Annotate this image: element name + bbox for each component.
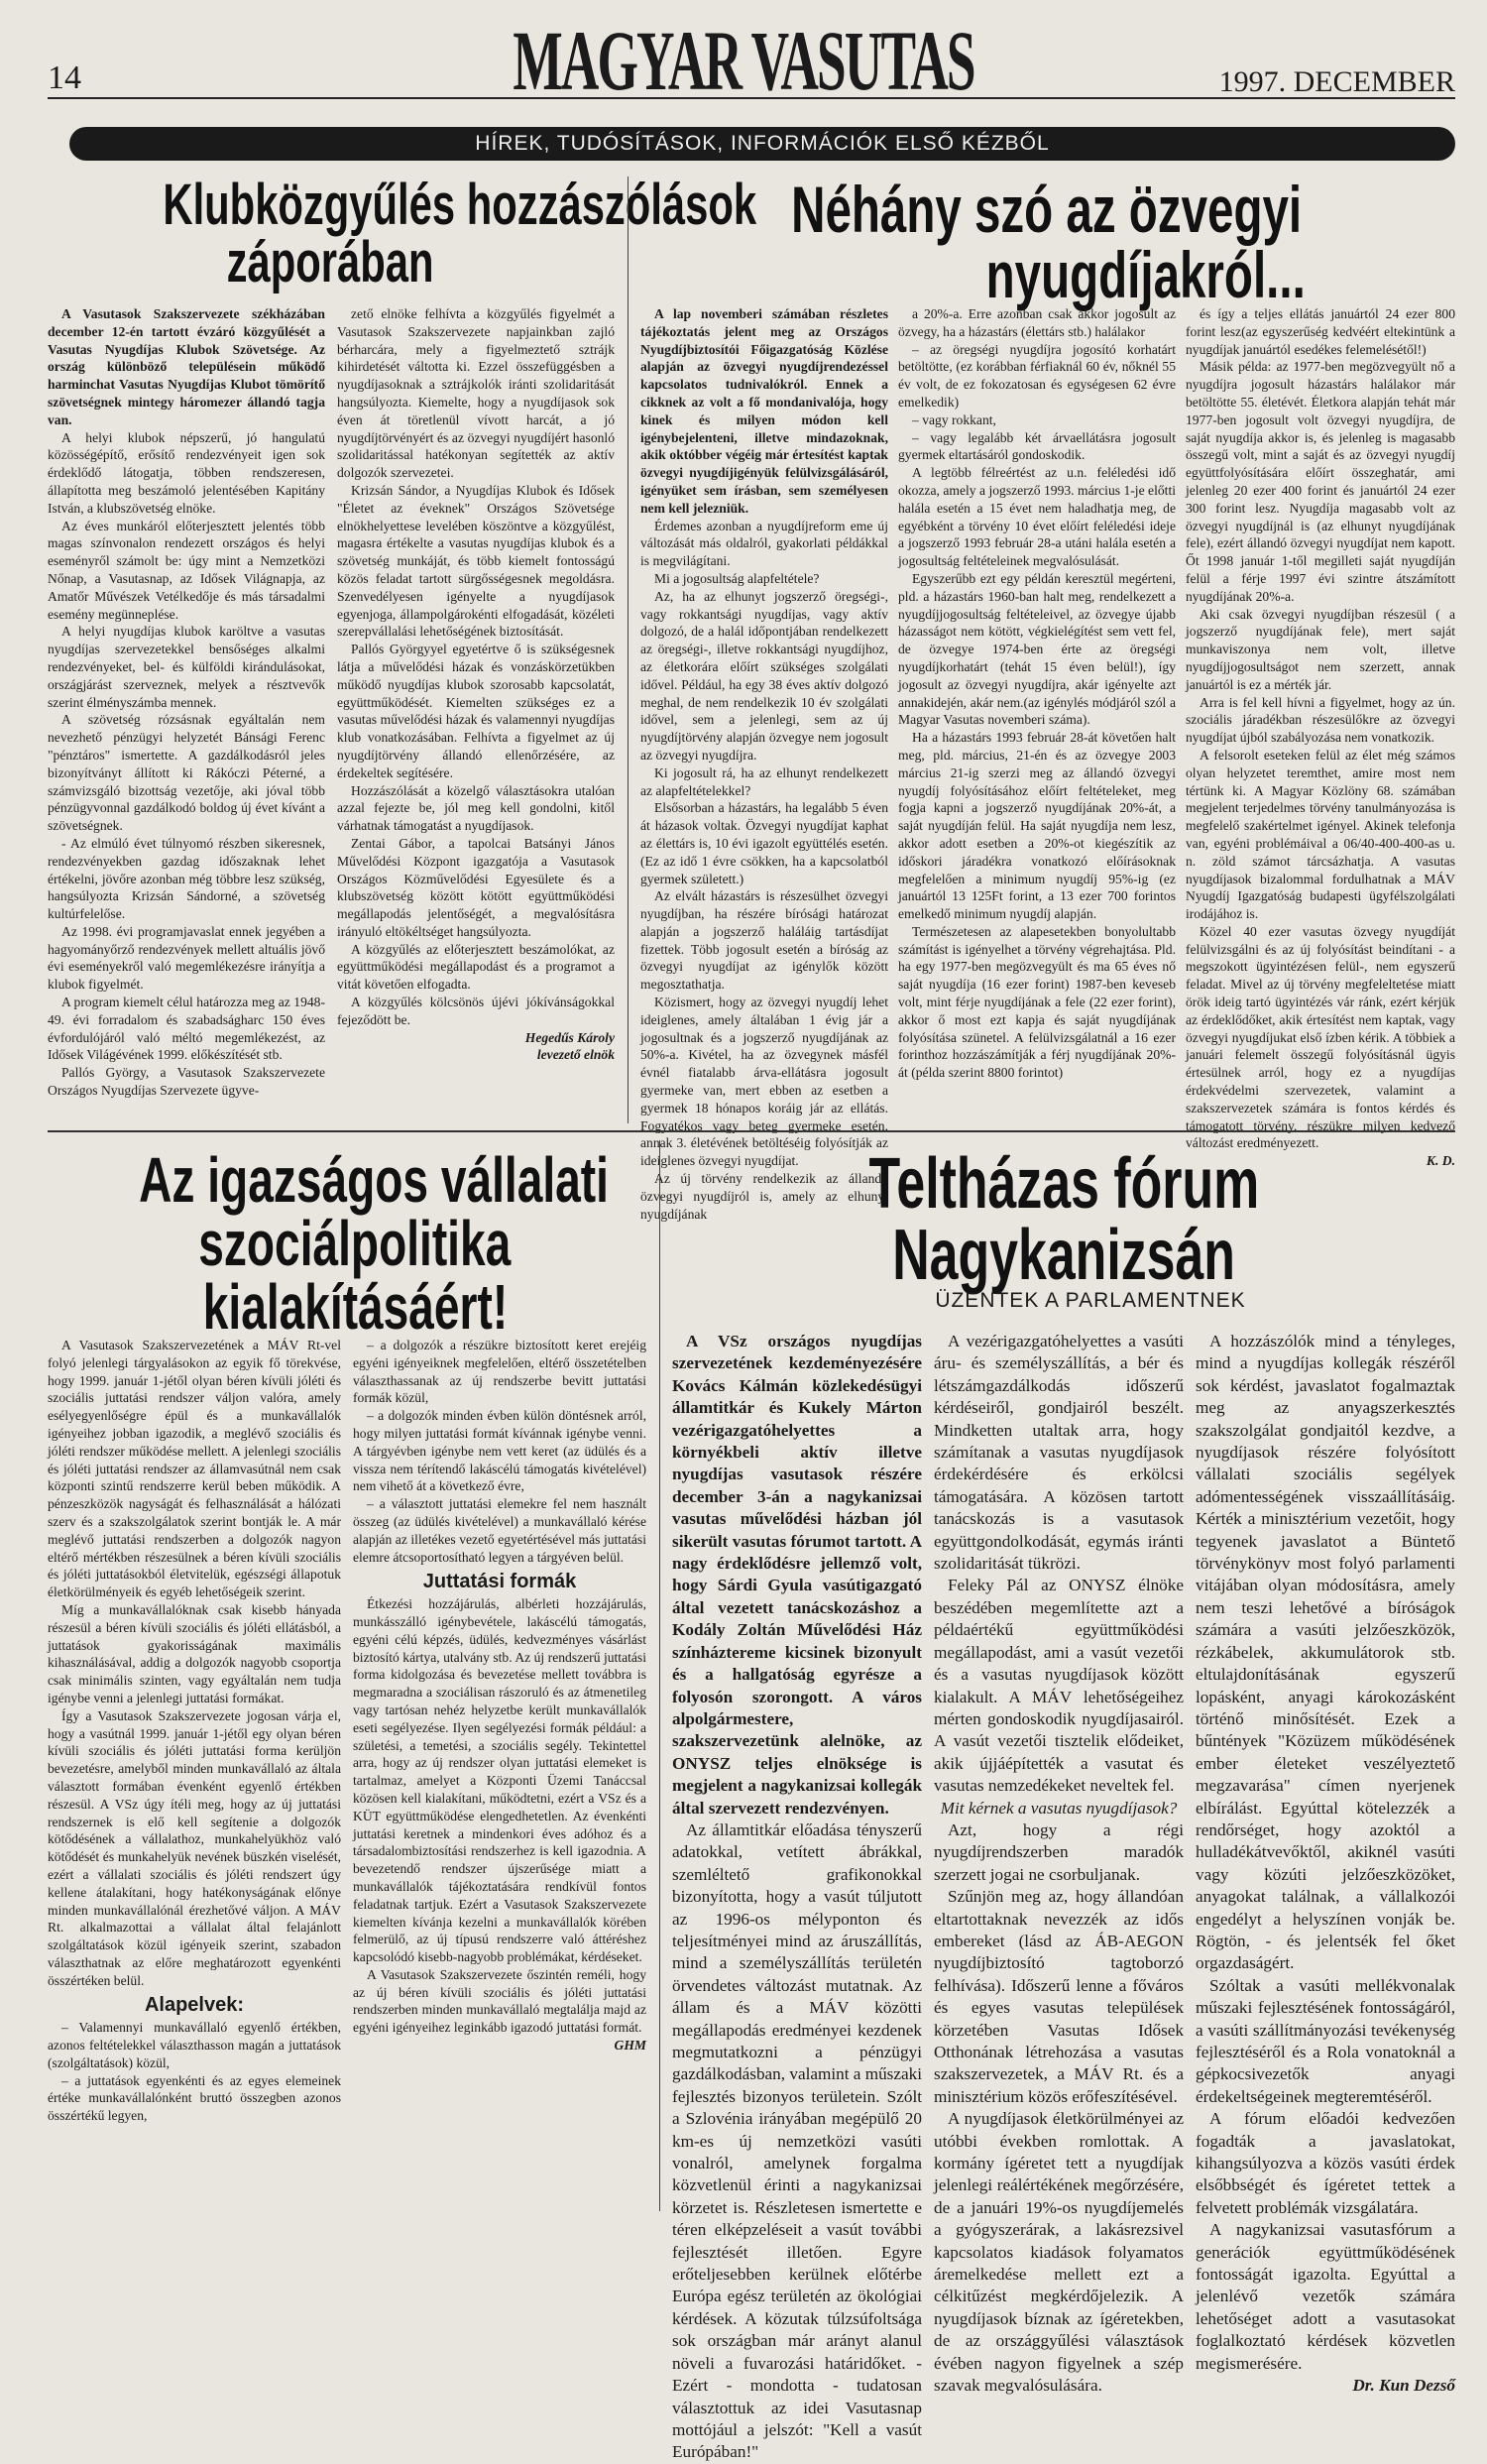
article4-signature: Dr. Kun Dezső bbox=[1352, 2376, 1455, 2396]
article2-paragraph: a 20%-a. Erre azonban csak akkor jogosult az özvegy, ha a házastárs (élettárs stb.) halálakor bbox=[898, 306, 1176, 339]
article4-paragraph: Szűnjön meg az, hogy állandóan eltartottaknak nevezzék az idős embereket (lásd az ÁB-AEGON nyugdíjbiztosító tagtoborzó felhívása). Időszerű lenne a főváros és egyes vasutas települések körzetében Vasutas Idősek Otthonának létrehozása a vasutas szakszervezetek, a MÁV Rt. és a minisztérium közös erőfeszítésével. bbox=[934, 1887, 1184, 2106]
article2-column-2 bbox=[898, 305, 1176, 1128]
article1-paragraph: zető elnöke felhívta a közgyűlés figyelmét a Vasutasok Szakszervezete napjainkban zajló bérharcára, mely a figyelmeztető sztrájk kihirdetését váltotta ki. Ezzel összefüggésben a nyugdíjasoknak a sztrájkolók iránti szolidaritását hangsúlyozta. Kiemelte, hogy a nyugdíjasok sok éven át töretlenül vívott harcát, a jó nyugdíjtörvényért és az özvegyi nyugdíjért hasonló szolidaritással hatékonyan segítették az aktív dolgozók szervezetei. bbox=[337, 306, 615, 481]
article2-paragraph: – vagy rokkant, bbox=[912, 411, 996, 427]
article2-paragraph: Elsősorban a házastárs, ha legalább 5 éven át házasok voltak. Özvegyi nyugdíjat kaphat az élettárs is, 10 évi igazolt együttélés esetén. (Ez az idő 1 évre csökken, ha a kapcsolatból gyermek született.) bbox=[640, 800, 888, 886]
section-divider bbox=[48, 1130, 1455, 1132]
article1-title-line1: Klubközgyűlés hozzászólások bbox=[163, 173, 757, 237]
article1-paragraph: A közgyűlés kölcsönös újévi jókívánságokkal fejeződött be. bbox=[337, 995, 615, 1027]
article1-signature-role: levezető elnök bbox=[536, 1047, 615, 1063]
article4-paragraph: Az államtitkár előadása tényszerű adatokkal, vetített ábrákkal, szemléltető grafikonokkal bizonyította, hogy a vasút túljutott az 1996-os mélyponton és teljesítményei mind az áruszállítás, mind a személyszállítás területén örvendetes változást mutatnak. Az állam és a MÁV közötti megállapodás eredményei kezdenek megmutatkozni a pénzügyi gazdálkodásban, valamint a műszaki fejlesztés bizonyos területein. Szólt a Szlovénia irányában megépülő 20 km-es új nemzetközi vasúti vonalról, amelynek forgalma közvetlenül érinti a nagykanizsai körzetet is. Részletesen ismertette e téren elképzeléseit a vasút további fejlesztését illetően. Egyre erőteljesebben kerülnek előtérbe Európa egész területén az ökológiai kérdések. A közutak túlzsúfoltsága sok országban már arányt alanul növeli a fuvarozási határidőket. - Ezért - mondotta - tudatosan választottuk az idei Vasutasnap mottójául a jelszót: "Kell a vasút Európában!" bbox=[672, 1819, 922, 2462]
article4-column-1 bbox=[672, 1331, 922, 2462]
article3-paragraph: – a választott juttatási elemekre fel nem használt összeg (az üdülés kivételével) a munkavállaló kérése alapján az illetékes vezető egyetértésével más juttatási elemre átcsoportosítható legyen a tárgyéven belül. bbox=[353, 1496, 646, 1565]
article4-paragraph: A nagykanizsai vasutasfórum a generációk együttműködésének fontosságát igazolta. Egyúttal a jelenlévő vezetők számára lehetőséget adott a vasutasokat foglalkoztató kérdések közvetlen megismerésére. bbox=[1196, 2220, 1455, 2373]
article1-signature: Hegedűs Károly bbox=[524, 1029, 615, 1045]
article3-headline bbox=[48, 1144, 662, 1343]
article1-paragraph: Az 1998. évi programjavaslat ennek jegyében a hagyományőrző rendezvények mellett altuális jövő évi eseményekről való megemlékezésre irányítja a klubok figyelmét. bbox=[48, 923, 325, 993]
article2-paragraph: Természetesen az alapesetekben bonyolultabb számítást is igényelhet a törvény végrehajtása. Pld. ha egy 1977-ben megözvegyült és ma 65 éves nő saját nyugdíja (16 ezer forint) 1987-ben keveseb volt, mint férje nyugdíjának a fele (22 ezer forint), akkor ő most ezt kapja és saját nyugdíjának folyósítása szünetel. A felülvizsgálatnál a 16 ezer forinthoz hozzászámítják a férj nyugdíjának 20%-át (példa szerint 8800 forintot) bbox=[898, 923, 1176, 1081]
article2-paragraph: – az öregségi nyugdíjra jogosító korhatárt betöltötte, (ez korábban férfiaknál 60 év, nőknél 55 év volt, de ez fokozatosan és egységesen 62 évre emelkedik) bbox=[898, 341, 1176, 410]
article4-column-3 bbox=[1196, 1331, 1455, 2396]
article3-paragraph: – a juttatások egyenkénti és az egyes elemeinek értéke munkavállalónként bruttó összegben azonos összértékű legyen, bbox=[48, 2072, 341, 2124]
article1-paragraph: A közgyűlés az előterjesztett beszámolókat, az együttműködési megállapodást és a programot a vitát követően elfogadta. bbox=[337, 941, 615, 993]
article2-paragraph: és így a teljes ellátás januártól 24 ezer 800 forint lesz(az egyszerűség kedvéért eltekintünk a nyugdíjak januártól esedékes felemelésétől!) bbox=[1186, 306, 1455, 357]
article4-paragraph: A vezérigazgatóhelyettes a vasúti áru- és személyszállítás, a bér és létszámgazdálkodás időszerű kérdéseiről, gondjairól beszélt. Mindketten utaltak arra, hogy számítanak a vasutas nyugdíjasok érdekérdésére és erkölcsi támogatására. A közösen tartott tanácskozás is a vasutasok együttgondolkodását, egymás iránti szolidaritását tükrözi. bbox=[934, 1332, 1184, 1574]
article3-title-line1: Az igazságos vállalati bbox=[139, 1144, 609, 1216]
article1-paragraph: Pallós Györgyyel egyetértve ő is szükségesnek látja a művelődési házak és vonzáskörzetükben működő nyugdíjas klubok szorosabb kapcsolatát, együttműködését. Kiemelten szükséges ez a vasutas művelődési házak és valamennyi nyugdíjas klub vonatkozásában. Felhívta a figyelmet az új nyugdíjtörvény állandó ellenőrzésére, az érdekeltek segítésére. bbox=[337, 642, 615, 780]
masthead-rule bbox=[48, 97, 1455, 99]
article1-paragraph: Krizsán Sándor, a Nyugdíjas Klubok és Idősek "Életet az éveknek" Országos Szövetsége elnökhelyettese levelében köszöntve a közgyűlést, magasra értékelte a vasutas nyugdíjas klubok és a szövetség munkáját, és több kiemelt fontosságú közös feladat tartott sürgősségesnek megoldásra. Szenvedélyesen igényelte a nyugdíjasok egyenjoga, állampolgárokénti elfogadását, közéleti szerepvállalási lehetőségének biztosítását. bbox=[337, 482, 615, 640]
article2-paragraph: A legtöbb félreértést az u.n. feléledési idő okozza, amely a jogszerző 1993. március 1-je előtti halála esetén a 15 évet nem haladhatja meg, de egyébként a törvény 10 évet előírt feléledési ideje a jogszerző 1993 február 28-a utáni halála esetén a jogosultság feltételeinek megvalósulását. bbox=[898, 465, 1176, 569]
article3-paragraph: – Valamennyi munkavállaló egyenlő értékben, azonos feltételekkel választhasson magán a juttatások (szolgáltatások) közül, bbox=[48, 2020, 341, 2070]
article4-paragraph: A hozzászólók mind a tényleges, mind a nyugdíjas kollegák részéről sok kérdést, javaslatot fogalmaztak meg az anyagszerkesztés szakszolgálat gondjaitól kezdve, a nyugdíjasok részére folyósított vállalati szociális segélyek adómentességének visszaállításáig. Kérték a minisztérium vezetőit, hogy tegyenek javaslatot a Büntető törvénykönyv most folyó parlamenti vitájában olyan módosításra, amely nem teszi lehetővé a bíróságok számára a vasúti jelzőeszközök, rézkábelek, akkumulátorok stb. eltulajdonításának egyszerű lopásként, anyagi károkozásként történő minősítését. Ezek a bűntények "Közüzem működésének ember életeket veszélyeztető megzavarása" címen nyerjenek elbírálást. Egyúttal kötelezzék a rendőrséget, hogy azoktól a hulladékátvevőktől, akiknél vasúti vagy közúti jelzőeszközöket, anyagokat találnak, a vállalkozói engedélyt a helyszínen vonják be. Rögtön, - és jelentsék fel őket orgazdaságért. bbox=[1196, 1332, 1455, 1973]
article2-paragraph: Közismert, hogy az özvegyi nyugdíj lehet ideiglenes, amely általában 1 évig jár a jogosultnak és a jogszerző nyugdíjának az 50%-a. Kivétel, ha az özvegynek másfél évnél fiatalabb árva-ellátásra jogosult gyermeke van, mert ebben az esetben a gyermek 18 hónapos koráig jár az ellátás. Fogyatékos vagy beteg gyermeke esetén, annak 3. életévének betöltéséig folyósítják az ideiglenes özvegyi nyugdíjat. bbox=[640, 995, 888, 1169]
article2-paragraph: Aki csak özvegyi nyugdíjban részesül ( a jogszerző nyugdíjának fele), mert saját munkaviszonya nem volt, illetve nyugdíjjogosultságot nem szerzett, annak januártól is ez a mérték jár. bbox=[1186, 606, 1455, 692]
article2-headline bbox=[640, 173, 1453, 311]
article3-paragraph: A Vasutasok Szakszervezete őszintén reméli, hogy az új béren kívüli szociális és jóléti juttatási rendszerben minden munkavállaló megtalálja majd az egyéni igényeihez leginkább igazodó juttatási formát. bbox=[353, 1966, 646, 2036]
article4-paragraph: Szóltak a vasúti mellékvonalak műszaki fejlesztésének fontosságáról, a vasúti szállítmányozási tevékenység fejlesztéséről és a Rola vonatoknál a gépkocsivezetők anyagi érdekeltségeinek megteremtéséről. bbox=[1196, 1975, 1455, 2106]
article3-paragraph: Étkezési hozzájárulás, albérleti hozzájárulás, munkásszálló igénybevétele, lakáscélú támogatás, egyéni célú képzés, üdülés, kedvezményes vásárlást biztosító kártya, utalvány stb. Az új rendszerű juttatási forma kidolgozása és bevezetése mellett továbbra is megmaradna a szociálisan rászoruló és az átmenetileg vagy tartósan nehéz helyzetbe került munkavállalók eseti segélyezése. Ilyen segélyezési formák például: a születési, a temetési, a szociális segély. Tekintettel arra, hogy az új rendszer olyan juttatási elemeket is tartalmaz, amelyet a Központi Üzemi Tanáccsal közösen kell kialakítani, működtetni, ezért a VSz és a KÜT együttműködése elengedhetetlen. Az évenkénti juttatási keretnek a mindenkori éves adóhoz és a társadalombiztosítási rendszerhez is kell igazodnia. A bevezetendő rendszer újszerűsége miatt a munkavállalók tájékoztatására rendkívül fontos feladatnak tartjuk. Ezért a Vasutasok Szakszervezete kiemelten kívánja kezelni a munkavállalók körében felmerülő, az új típusú rendszerre való áttéréshez kapcsolódó kisebb-nagyobb problémákat, kérdéseket. bbox=[353, 1596, 646, 1965]
article4-paragraph: Azt, hogy a régi nyugdíjrendszerben maradók szerzett jogai ne csorbuljanak. bbox=[934, 1819, 1184, 1884]
article1-paragraph: Zentai Gábor, a tapolcai Batsányi János Művelődési Központ igazgatója a Vasutasok Országos Közművelődési Egyesülete és a klubszövetség között kötött együttműködési megállapodás jelentőségét, a megvalósításra irányuló eltökéltséget hangsúlyozta. bbox=[337, 835, 615, 939]
article2-paragraph: Mi a jogosultság alapfeltétele? bbox=[654, 570, 820, 586]
article2-paragraph: Érdemes azonban a nyugdíjreform eme új változását más oldalról, gyakorlati példákkal is megvilágítani. bbox=[640, 518, 888, 569]
article2-lead: A lap novemberi számában részletes tájékoztatás jelent meg az Országos Nyugdíjbiztosítói Főigazgatóság Közlése alapján az özvegyi nyugdíjrendezéssel kapcsolatos tudnivalókról. Ennek a cikknek az volt a fő mondanivalója, hogy kinek és milyen módon kell igénybejelenteni, illetve mindazoknak, akik októbber végéig már értesítést kaptak özvegyi nyugdíjigényük felülvizsgálásáról, igényüket sem írásban, sem személyesen nem kell jelezniük. bbox=[640, 306, 888, 516]
article2-column-1 bbox=[640, 305, 888, 1222]
article1-column-1 bbox=[48, 305, 325, 1128]
article1-paragraph: - Az elmúló évet túlnyomó részben sikeresnek, rendezvényekben gazdag időszaknak lehet értékelni, jövőre azonban még többre lesz szükség, hangsúlyozta Krizsán Sándorné, a szövetség kultúrfelelőse. bbox=[48, 835, 325, 922]
article3-column-1 bbox=[48, 1337, 341, 2209]
article4-subhead: Mit kérnek a vasutas nyugdíjasok? bbox=[940, 1798, 1178, 1818]
article2-signature: K. D. bbox=[1426, 1153, 1455, 1169]
article4-headline bbox=[672, 1144, 1455, 1295]
article2-column-3 bbox=[1186, 305, 1455, 1169]
article2-paragraph: Közel 40 ezer vasutas özvegy nyugdíját felülvizsgálni és az új folyósítást beindítani - a megszokott ügyintézésen felül-, nem egyszerű feladat. Mivel az új törvény megfeleltetése miatt örök ideig tartó ügyintézés vár ránk, ezért kérjük az érdeklődőket, akik értesítést nem kaptak, vagy özvegyi nyugdíjukat első ízben kérik. A többiek a januári felemelt összegű folyósításnál ügyis értesülnek arról, hogy ez a nyugdíjas érdekvédelmi szervezetek, valamint a szakszervezetek számára is fontos kérdés és támogatott törvény, részükre milyen kedvező változást eredményezett. bbox=[1186, 923, 1455, 1151]
article2-paragraph: Az elvált házastárs is részesülhet özvegyi nyugdíjban, ha részére bírósági határozat alapján a jogszerző haláláig tartásdíjat fizettek. Több jogosult esetén a bíróság az özvegyi nyugdíjat az igénylők között megosztathatja. bbox=[640, 888, 888, 993]
article3-title-line2: szociálpolitika bbox=[198, 1208, 512, 1279]
article4-title-line1: Teltházas fórum bbox=[868, 1144, 1259, 1224]
article2-paragraph: Ki jogosult rá, ha az elhunyt rendelkezett az alapfeltételekkel? bbox=[640, 764, 888, 798]
article1-paragraph: A helyi nyugdíjas klubok karöltve a vasutas nyugdíjas szervezetekkel bensőséges alkalmi rendezvényeket, bel- és külföldi kirándulásokat, országjárást szerveznek, melyek a résztvevők szerint élményszámba mennek. bbox=[48, 624, 325, 710]
section-banner: HÍREK, TUDÓSÍTÁSOK, INFORMÁCIÓK ELSŐ KÉZBŐL bbox=[69, 127, 1455, 161]
article1-paragraph: A helyi klubok népszerű, jó hangulatú közösségépítő, erősítő rendezvényeit igen sok érdeklődő látogatja, többen rendszeresen, állapította meg beszámoló jelentésében Kapitány István, a klubszövetség elnöke. bbox=[48, 429, 325, 516]
article4-paragraph: Feleky Pál az ONYSZ élnöke beszédében megemlítette azt a példaértékű együttműködési megállapodást, ami a vasút vezetői és a vasutas nyugdíjasok között kialakult. A MÁV lehetőségeihez mérten gondoskodik nyugdíjasairól. A vasút vezetői tisztelik elődeiket, akik újjáépítették a vasutat és vasutas nemzedékeket neveltek fel. bbox=[934, 1576, 1184, 1796]
article1-headline bbox=[48, 173, 757, 294]
article3-subhead-forms: Juttatási formák bbox=[422, 1571, 577, 1593]
article2-title-line2: nyugdíjakról... bbox=[985, 238, 1307, 311]
article2-paragraph: Arra is fel kell hívni a figyelmet, hogy az ún. szociális járadékban részesülőkre az özvegyi nyugdíjat újból szabályozása nem vonatkozik. bbox=[1186, 694, 1455, 746]
article2-paragraph: Az új törvény rendelkezik az állandó özvegyi nyugdíjról is, amely az elhunyt nyugdíjának bbox=[640, 1171, 888, 1222]
article2-paragraph: Ha a házastárs 1993 február 28-át követően halt meg, pld. március, 21-én és az özvegye 2003 március 21-ig szerzi meg az állandó özvegyi nyugdíj folyósításához előírt feltételeket, meg fogja kapni a jogszerző nyugdíjának 20%-át, a saját nyugdíján felül. Ha saját nyugdíja nem lesz, akkor adott esetben a 20%-ot kiegészítik az időskori járadékra vonatkozó előírásoknak megfelelően a minimum nyugdíj 95%-ig (ez januártól 13 125Ft forint, a 13 ezer 700 forintos emelkedő minimum nyugdíj alapján. bbox=[898, 730, 1176, 922]
article3-subhead-principles: Alapelvek: bbox=[144, 1994, 245, 2017]
article1-column-2 bbox=[337, 305, 615, 1128]
article4-paragraph: A fórum előadói kedvezően fogadták a javaslatokat, kihangsúlyozva a közös vasúti érdek elsőbbségét és ígéretet tettek a felvetett problémák vizsgálatára. bbox=[1196, 2109, 1455, 2217]
article3-paragraph: Így a Vasutasok Szakszervezete jogosan várja el, hogy a vasútnál 1999. január 1-jétől egy olyan béren kívüli szociális és jóléti juttatási forma kerüljön bevezetésre, amelyből minden munkavállaló az általa választott formában évenként egyenlő értékben részesül. A VSz úgy ítéli meg, hogy az új juttatási rendszernek is elő kell segítenie a dolgozók kötődésének a vállalathoz, munkahelyükhöz való kötődését és munkahelyük nevének büszkén viselését, ezért a vállalati szociális és jóléti rendszert úgy kellene átalakítani, hogy hatékonyságának előnye minden munkavállalónál érezhetővé váljon. A MÁV Rt. alkalmazottai a vállalat által felajánlott szolgáltatások közül igényeik szerint, szabadon választhatnak az előre meghatározott egyenkénti összértéken belül. bbox=[48, 1707, 341, 1988]
article4-lead: A VSz országos nyugdíjas szervezetének kezdeményezésére Kovács Kálmán közlekedésügyi államtitkár és Kukely Márton vezérigazgatóhelyettes a környékbeli aktív illetve nyugdíjas vasutasok részére december 3-án a nagykanizsai vasutas művelődési házban jól sikerült vasutas fórumot tartott. A nagy érdeklődésre jellemző volt, hogy Sárdi Gyula vasútigazgató által vezetett tanácskozáshoz a Kodály Zoltán Művelődési Ház színháztereme kicsinek bizonyult és a hallgatóság egyrésze a folyosón szorongott. A város alpolgármestere, szakszervezetünk alelnöke, az ONYSZ teljes elnöksége is megjelent a nagykanizsai kollegák által szervezett rendezvényen. bbox=[672, 1332, 922, 1818]
column-divider-lower bbox=[659, 1140, 660, 2211]
article1-paragraph: A szövetség rózsásnak egyáltalán nem nevezhető pénzügyi helyzetét Bánsági Ferenc "pénztáros" ismertette. A gazdálkodásról jeles bizonyítványt állított ki Rákóczi Péterné, a számvizsgáló bizottság vezetője, aki jóval több pénzügyvonnal gazdálkodó boldog új évet kívánt a szövetségnek. bbox=[48, 712, 325, 834]
article3-paragraph: Míg a munkavállalóknak csak kisebb hányada részesül a béren kívüli szociális és jóléti ellátásból, a juttatások gyakorisságának maximális kihasználásával, addig a dolgozók nagyobb csoportja csak minimális szinten, vagy egyáltalán nem tudja igénybe venni a jelenlegi juttatási formákat. bbox=[48, 1601, 341, 1705]
article3-paragraph: – a dolgozók minden évben külön döntésnek arról, hogy milyen juttatási formát kívánnak igénybe venni. A tárgyévben igénybe nem vett keret (az üdülés és a vissza nem térítendő lakáscélú támogatás kivételével) nem vihető át a következő évre, bbox=[353, 1408, 646, 1494]
article3-title-line3: kialakításáért! bbox=[202, 1271, 508, 1343]
article3-column-2 bbox=[353, 1337, 646, 2209]
article2-paragraph: – vagy legalább két árvaellátásra jogosult gyermek eltartásáról gondoskodik. bbox=[898, 429, 1176, 463]
issue-date: 1997. DECEMBER bbox=[1218, 65, 1455, 98]
article4-column-2 bbox=[934, 1331, 1184, 2396]
masthead: MAGYAR VASUTAS bbox=[513, 13, 974, 108]
article2-paragraph: Egyszerűbb ezt egy példán keresztül megérteni, pld. a házastárs 1960-ban halt meg, rendelkezett a nyugdíjjogosultság feltételeivel, az özvegye újabb házasságot nem kötött, végkielégítést sem vett fel, de özvegye 1974-ben érte az öregségi nyugdíjkorhatárt (tehát 15 éven belül!), így jogosult az özvegyi nyugdíjra, akár igényelte azt annakidején, akár nem.(az igénylés módjáról szól a Magyar Vasutas novemberi száma). bbox=[898, 570, 1176, 728]
article1-lead: A Vasutasok Szakszervezete székházában december 12-én tartott évzáró közgyűlését a Vasutas Nyugdíjas Klubok Szövetsége. Az ország különböző településein működő harminchat Vasutas Nyugdíjas Klubot tömörítő szövetségnek mintegy háromezer állandó tagja van. bbox=[48, 306, 325, 427]
article2-paragraph: A felsorolt eseteken felül az élet még számos olyan helyzetet teremthet, amire most nem tértünk ki. A Magyar Közlöny 68. számában megjelent terjedelmes törvény tanulmányozása is megfelelő szakértelmet igényel. Akinek telefonja van, egyéni problémáival a 06/40-400-400-as u. n. zöld számot tárcsázhatja. A vasutas nyugdíjasok bizalommal fordulhatnak a MÁV Nyugdíj Igazgatóság budapesti ügyfélszolgálati irodájához is. bbox=[1186, 747, 1455, 922]
article2-title-line1: Néhány szó az özvegyi bbox=[791, 173, 1303, 246]
article1-paragraph: Az éves munkáról előterjesztett jelentés több magas színvonalon rendezett országos és helyi eseményről számolt be: úgy mint a Nemzetközi Nőnap, a Vasutasnap, az Idősek Világnapja, az Amatőr Művészek Vetélkedője és más társadalmi esemény megünneplése. bbox=[48, 518, 325, 622]
article4-kicker: ÜZENTEK A PARLAMENTNEK bbox=[935, 1289, 1246, 1312]
page-number: 14 bbox=[48, 59, 81, 96]
article1-title-line2: záporában bbox=[226, 230, 434, 294]
article3-signature: GHM bbox=[614, 2038, 646, 2053]
article3-paragraph: A Vasutasok Szakszervezetének a MÁV Rt-vel folyó jelenlegi tárgyalásokon az egyik fő törekvése, hogy 1999. január 1-jétől olyan béren kívüli jóléti és szociális juttatási rendszer váljon valóra, amely esélyegyenlőségre épül és a munkavállalók igényeihez jobban igazodik, a meglévő szociális és jóléti rendszer működése mellett. A jelenlegi szociális és jóléti juttatási rendszer az államvasútnál nem csak központi szintű rendszerre kerül beben működik. A pénzeszközök nagyságát és felhasználását a hálózati szerv és a szakszolgálatok szerint bontják le. A már meglévő juttatási rendszerben a dolgozók nagyon eltérő mértékben részesülnek a béren kívüli szociális és jóléti juttatásokból életvitelük, egészségi állapotuk életkörülményeik és egyéb lehetőségeik szerint. bbox=[48, 1338, 341, 1600]
article1-paragraph: Pallós György, a Vasutasok Szakszervezete Országos Nyugdíjas Szervezete ügyve- bbox=[48, 1065, 325, 1099]
column-divider bbox=[628, 176, 629, 1123]
article4-title-line2: Nagykanizsán bbox=[892, 1216, 1235, 1295]
article2-paragraph: Az, ha az elhunyt jogszerző öregségi-, vagy rokkantsági nyugdíjas, vagy aktív dolgozó, de a halál időpontjában rendelkezett az öregségi-, illetve rokkantsági nyugdíjhoz, az életkorára előírt szükséges szolgálati idővel. Például, ha egy 38 éves aktív dolgozó meghal, de nem rendelkezik 10 év szolgálati idővel, sem a jelenlegi, sem az új nyugdíjtörvény alapján özvegye nem jogosult az özvegyi nyugdíjra. bbox=[640, 588, 888, 763]
article1-paragraph: A program kiemelt célul határozza meg az 1948-49. évi forradalom és szabadságharc 150 éves évfordulójáról való méltó megemlékezést, az Idősek Világévének 1999. előkészítését stb. bbox=[48, 995, 325, 1063]
article1-paragraph: Hozzászólását a közelgő választásokra utalóan azzal fejezte be, jól meg kell gondolni, kitől várhatnak támogatást a nyugdíjasok. bbox=[337, 782, 615, 834]
article3-paragraph: – a dolgozók a részükre biztosított keret erejéig egyéni igényeiknek megfelelően, eltérő összetételben választhassanak az új rendszerbe bevitt juttatási formák közül, bbox=[353, 1338, 646, 1406]
article2-paragraph: Másik példa: az 1977-ben megözvegyült nő a nyugdíjra jogosult házastárs halálakor már betöltötte 55. életévét. Életkora alapján tehát már 1977-ben jogosult volt özvegyi nyugdíjra, de saját nyugdíja akkor is, és jelenleg is magasabb összegű volt, mint a saját és az özvegyi nyugdíj együttfolyósítására előírt összeghatár, ami jelenleg 20 ezer 400 forint és januártól 24 ezer 300 forint lesz. Nyugdíja magasabb volt az özvegyi nyugdíjnál is (az elhunyt nyugdíjának fele), ezért állandó özvegyi nyugdíjat nem kapott. Őt 1998 január 1-től megilleti saját nyugdíján felül a férje 1997 évi szintre átszámított nyugdíjának 20%-a. bbox=[1186, 359, 1455, 604]
article4-paragraph: A nyugdíjasok életkörülményei az utóbbi években romlottak. A kormány ígéretet tett a nyugdíjak jelenlegi reálértékének megőrzésére, de a januári 19%-os nyugdíjemelés a gyógyszerárak, a lakásrezsivel kapcsolatos kiadások folyamatos áremelkedése mellett ezt a célkitűzést megkérdőjelezik. A nyugdíjasok bíznak az ígéretekben, de az országgyűlési választások évében nagyon figyelnek a szép szavak megvalósulására. bbox=[934, 2109, 1184, 2396]
